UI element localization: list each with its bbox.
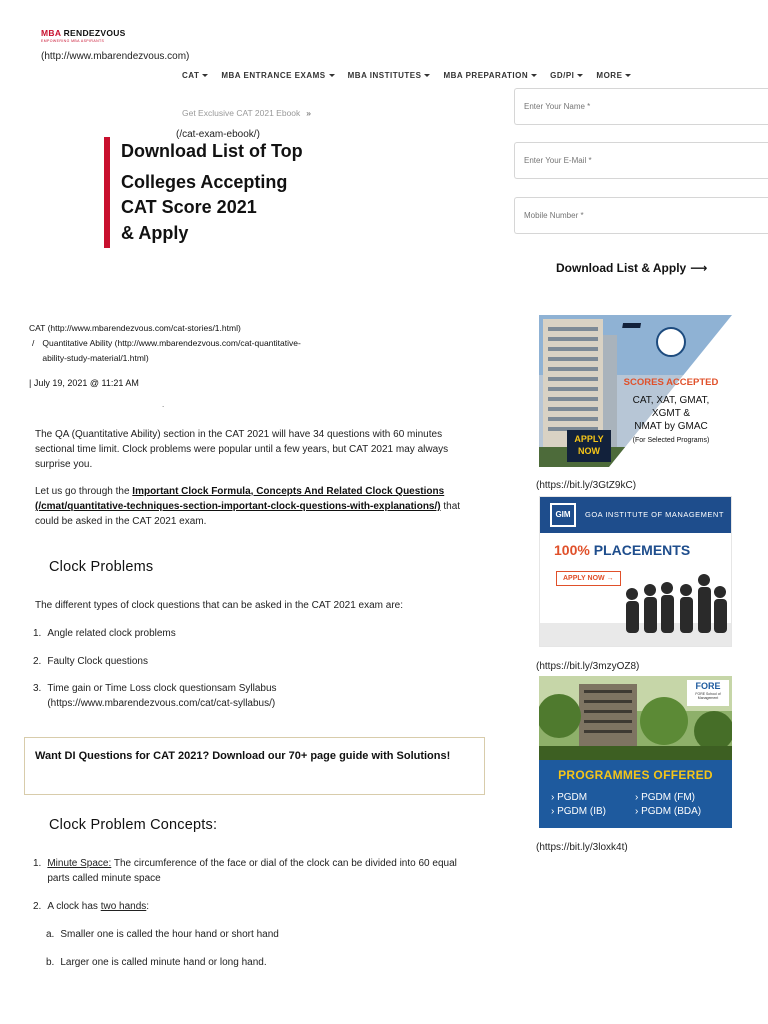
fore-logo: FORE FORE School of Management	[687, 680, 729, 706]
two-hands-term: two hands	[100, 901, 147, 912]
ad-banner-fore-school[interactable]: FORE FORE School of Management PROGRAMMES OFFERED › PGDM › PGDM (FM) › PGDM (IB) › PGDM (BDA)	[539, 676, 732, 828]
list-item: 2. Faulty Clock questions	[33, 656, 148, 667]
logo-link-url[interactable]: (http://www.mbarendezvous.com)	[41, 51, 190, 62]
university-seal-icon	[656, 327, 686, 357]
sub-item-b: b. Larger one is called minute hand or long hand.	[46, 957, 267, 968]
nav-item-mba-institutes[interactable]: MBA INSTITUTES	[348, 71, 431, 80]
nav-item-mba-preparation[interactable]: MBA PREPARATION	[443, 71, 537, 80]
list-item[interactable]: 3. Time gain or Time Loss clock questionsam Syllabus (https://www.mbarendezvous.com/cat/cat-syllabus/)	[33, 683, 277, 709]
clock-types-list	[33, 626, 333, 641]
ad-1-url[interactable]: (https://bit.ly/3GtZ9kC)	[536, 480, 637, 491]
hero-accent-bar	[104, 137, 110, 248]
separator-dot: .	[162, 400, 165, 409]
list-item: 1. Angle related clock problems	[33, 628, 176, 639]
students-group-image	[540, 568, 732, 647]
logo-wordmark: MBA RENDEZVOUS	[41, 28, 126, 38]
nav-item-gd-pi[interactable]: GD/PI	[550, 71, 583, 80]
download-list-button[interactable]: Download List & Apply ⟶	[556, 261, 708, 275]
clock-types-intro: The different types of clock questions that can be asked in the CAT 2021 exam are:	[35, 600, 403, 611]
ad-3-url[interactable]: (https://bit.ly/3loxk4t)	[536, 842, 628, 853]
caret-down-icon	[202, 74, 208, 77]
breadcrumb-cat-link[interactable]: CAT (http://www.mbarendezvous.com/cat-stories/1.html)	[29, 323, 241, 333]
ebook-link-url[interactable]: (/cat-exam-ebook/)	[176, 129, 260, 140]
double-chevron-icon: »	[306, 108, 312, 118]
concept-item-1: 1. Minute Space: The circumference of the face or dial of the clock can be divided into 60 equal parts called minute space	[33, 858, 457, 884]
minute-space-term: Minute Space:	[47, 858, 112, 869]
hero-title: Download List of Top Colleges Accepting CAT Score 2021 & Apply	[121, 141, 303, 243]
breadcrumb-qa-link[interactable]: Quantitative Ability (http://www.mbarendezvous.com/cat-quantitative-ability-study-material/1.html)	[42, 338, 301, 363]
caret-down-icon	[329, 74, 335, 77]
graduation-cap-icon	[621, 323, 641, 335]
post-date: | July 19, 2021 @ 11:21 AM	[29, 378, 139, 388]
clock-types-list-2	[33, 654, 333, 669]
apply-now-button[interactable]: APPLY NOW →	[556, 571, 621, 586]
gim-logo-icon: GIM	[550, 503, 576, 527]
sub-item-a: a. Smaller one is called the hour hand or short hand	[46, 929, 279, 940]
clock-formula-link[interactable]: Important Clock Formula, Concepts And Related Clock Questions (/cmat/quantitative-techniques-section-important-clock-questions-with-explanations/)	[35, 486, 445, 512]
name-input[interactable]	[514, 88, 768, 125]
nav-item-mba-entrance-exams[interactable]: MBA ENTRANCE EXAMS	[221, 71, 334, 80]
intro-paragraph: The QA (Quantitative Ability) section in the CAT 2021 will have 34 questions with 60 minutes sectional time limit. Clock problems were popular until a few years, but CAT 2021 may always surprise you.	[35, 429, 449, 470]
site-logo[interactable]	[41, 28, 141, 43]
clock-formula-paragraph: Let us go through the Important Clock Formula, Concepts And Related Clock Questions (/cmat/quantitative-techniques-section-important-clock-questions-with-explanations/) that could be asked in the CAT 2021 exam.	[35, 486, 461, 527]
caret-down-icon	[625, 74, 631, 77]
mobile-input[interactable]	[514, 197, 768, 234]
heading-clock-problems: Clock Problems	[49, 559, 154, 575]
main-nav	[182, 71, 631, 80]
ebook-link[interactable]: Get Exclusive CAT 2021 Ebook »	[182, 108, 312, 118]
ad-banner-goa-institute[interactable]: GIM GOA INSTITUTE OF MANAGEMENT 100% PLACEMENTS APPLY NOW →	[539, 496, 732, 647]
heading-concepts: Clock Problem Concepts:	[49, 817, 218, 833]
nav-item-more[interactable]: MORE	[596, 71, 631, 80]
logo-tagline: EMPOWERING MBA ASPIRANTS	[41, 39, 105, 43]
programmes-list: › PGDM › PGDM (FM) › PGDM (IB) › PGDM (BDA)	[551, 792, 702, 817]
apply-now-button[interactable]: APPLY NOW	[567, 430, 611, 462]
clock-types-list-3	[33, 681, 323, 711]
ad-banner-scores-accepted[interactable]: SCORES ACCEPTED CAT, XAT, GMAT, XGMT & NMAT by GMAC (For Selected Programs) APPLY NOW	[539, 315, 732, 467]
breadcrumb-separator: /	[32, 338, 35, 348]
ad-2-url[interactable]: (https://bit.ly/3mzyOZ8)	[536, 661, 640, 672]
arrow-right-icon: ⟶	[690, 261, 708, 275]
di-guide-cta[interactable]: Want DI Questions for CAT 2021? Download our 70+ page guide with Solutions!	[24, 737, 485, 795]
caret-down-icon	[424, 74, 430, 77]
breadcrumb	[29, 321, 319, 366]
nav-item-cat[interactable]: CAT	[182, 71, 208, 80]
email-input[interactable]	[514, 142, 768, 179]
caret-down-icon	[531, 74, 537, 77]
caret-down-icon	[577, 74, 583, 77]
concept-item-2: 2. A clock has two hands:	[33, 901, 150, 912]
